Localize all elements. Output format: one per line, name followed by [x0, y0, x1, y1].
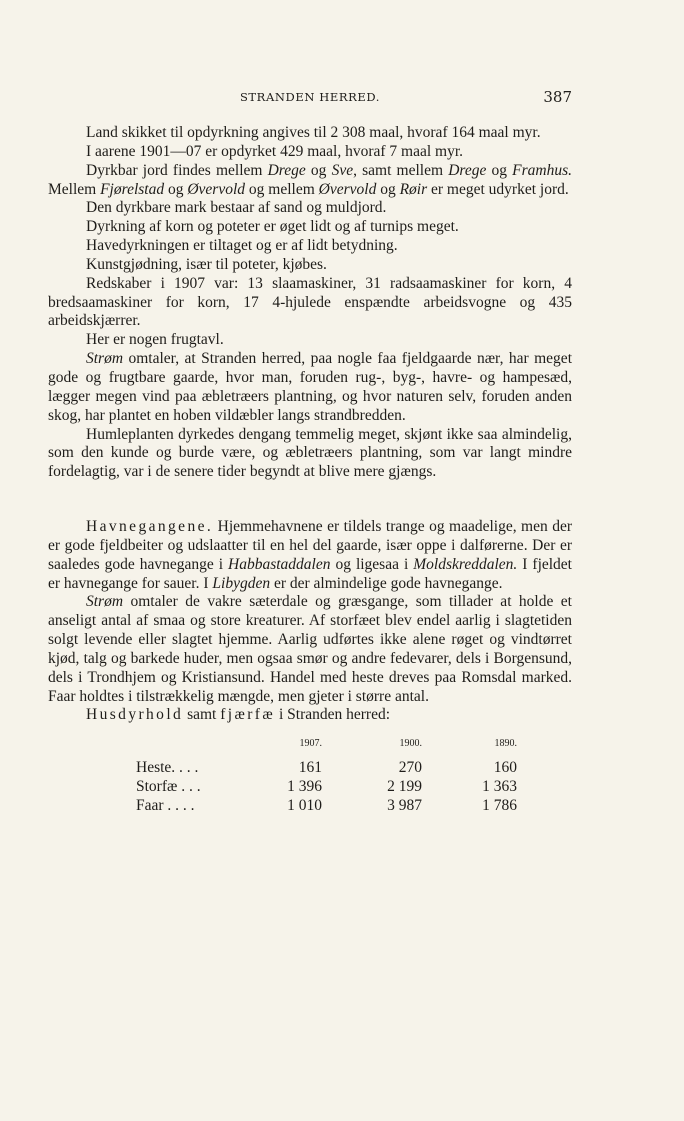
place-name: Libygden [212, 574, 271, 592]
table-cell: 160 [493, 759, 517, 777]
table-row [136, 758, 517, 777]
table-cell: 3 987 [387, 797, 422, 815]
paragraph-dyrkbar: Dyrkbar jord findes mellem Drege og Sve, samt mellem Drege og Framhus. Mellem Fjørelstad og Øvervold og mellem Øvervold og Røir er meget udyrket jord. [48, 161, 573, 198]
paragraph-redskaber: Redskaber i 1907 var: 13 slaamaskiner, 31 radsaamaskiner for korn, 4 bredsaamaskiner for korn, 17 4-hjulede enspændte arbeidsvogne og 435 arbeidskjærrer. [48, 274, 572, 330]
paragraph-mark: Den dyrkbare mark bestaar af sand og muldjord. [86, 199, 387, 217]
paragraph-frugtavl: Her er nogen frugtavl. [86, 331, 224, 349]
table-title: Husdyrhold samt fjærfæ i Stranden herred: [86, 706, 391, 724]
livestock-table [136, 735, 517, 815]
table-corner [136, 735, 254, 758]
section-heading: Havnegangene. [86, 518, 214, 536]
place-name: Habbastaddalen [228, 555, 331, 573]
farm-name: Drege [267, 161, 306, 179]
paragraph-dyrkning: Dyrkning af korn og poteter er øget lidt og af turnips meget. [86, 218, 459, 236]
paragraph-land: Land skikket til opdyrkning angives til 2 308 maal, hvoraf 164 maal myr. [86, 124, 541, 141]
farm-name: Øvervold [318, 180, 377, 198]
table-cell: 270 [398, 759, 422, 777]
farm-name: Øvervold [187, 180, 246, 198]
farm-name: Røir [399, 180, 428, 198]
paragraph-strom-2: Strøm omtaler de vakre sæterdale og græsgange, som tillader at holde et anseligt antal af smaa og store kreaturer. Af storfæet blev endel aarlig i slagtetiden solgt levende eller slagtet hjemme. Aarlig udførtes ikke alene røget og vindtørret kjød, talg og barkede huder, men ogsaa smør og andre fedevarer, dels i Borgensund, dels i Trondhjem og Kristiansund. Handel med heste dreves paa Romsdal marked. Faar holdtes i tilstrækkelig mængde, men gjeter i større antal. [48, 593, 572, 705]
table-cell: 1 396 [287, 778, 322, 796]
farm-name: Framhus. [512, 161, 573, 179]
row-label: Storfæ . . . [136, 778, 201, 796]
paragraph-havedyrkning: Havedyrkningen er tiltaget og er af lidt betydning. [86, 237, 398, 255]
farm-name: Drege [448, 161, 487, 179]
header-title: STRANDEN HERRED. [239, 90, 381, 104]
table-cell: 1 786 [482, 797, 517, 815]
table-row [136, 777, 517, 796]
table-cell: 1 010 [287, 797, 322, 815]
paragraph-aarene: I aarene 1901—07 er opdyrket 429 maal, hvoraf 7 maal myr. [86, 142, 464, 160]
table-cell: 161 [298, 759, 322, 777]
farm-name: Sve [331, 161, 354, 179]
year-header: 1907. [299, 738, 322, 750]
year-header: 1900. [399, 738, 422, 750]
farm-name: Fjørelstad [100, 180, 165, 198]
paragraph-havnegange: Havnegangene. Hjemmehavnene er tildels trange og maadelige, men der er gode fjeldbeiter og udslaatter til en hel del gaarde, især oppe i dalførerne. Der er saaledes gode havnegange i Habbastaddalen og ligesaa i Moldskreddalen. I fjeldet er havnegange for sauer. I Libygden er der almindelige gode havnegange. [48, 518, 572, 592]
year-header: 1890. [494, 738, 517, 750]
paragraph-kunstgjodning: Kunstgjødning, især til poteter, kjøbes. [86, 255, 327, 273]
author-name: Strøm [86, 593, 124, 611]
table-row [136, 796, 517, 815]
paragraph-humle: Humleplanten dyrkedes dengang temmelig meget, skjønt ikke saa almindelig, som den kunde og burde være, og æbletræers plantning, som var langt mindre fordelagtig, var i de senere tider begyndt at blive mere gjængs. [48, 425, 572, 481]
author-name: Strøm [86, 350, 124, 368]
table-cell: 1 363 [482, 778, 517, 796]
row-label: Faar . . . . [136, 797, 195, 815]
place-name: Moldskreddalen. [413, 555, 518, 573]
row-label: Heste. . . . [136, 759, 199, 777]
table-cell: 2 199 [387, 778, 422, 796]
table-header-row [136, 735, 517, 758]
page-number: 387 [543, 88, 572, 106]
page-body [48, 124, 572, 815]
paragraph-strom-1: Strøm omtaler, at Stranden herred, paa nogle faa fjeldgaarde nær, har meget gode og frugtbare gaarde, hvor man, foruden rug-, byg-, havre- og hampesæd, lægger megen vind paa æbletræers plantning, og hvor naturen selv, foruden anden skog, har plantet en hoben vildæbler langs strandbredden. [48, 350, 572, 424]
running-header [48, 90, 572, 110]
